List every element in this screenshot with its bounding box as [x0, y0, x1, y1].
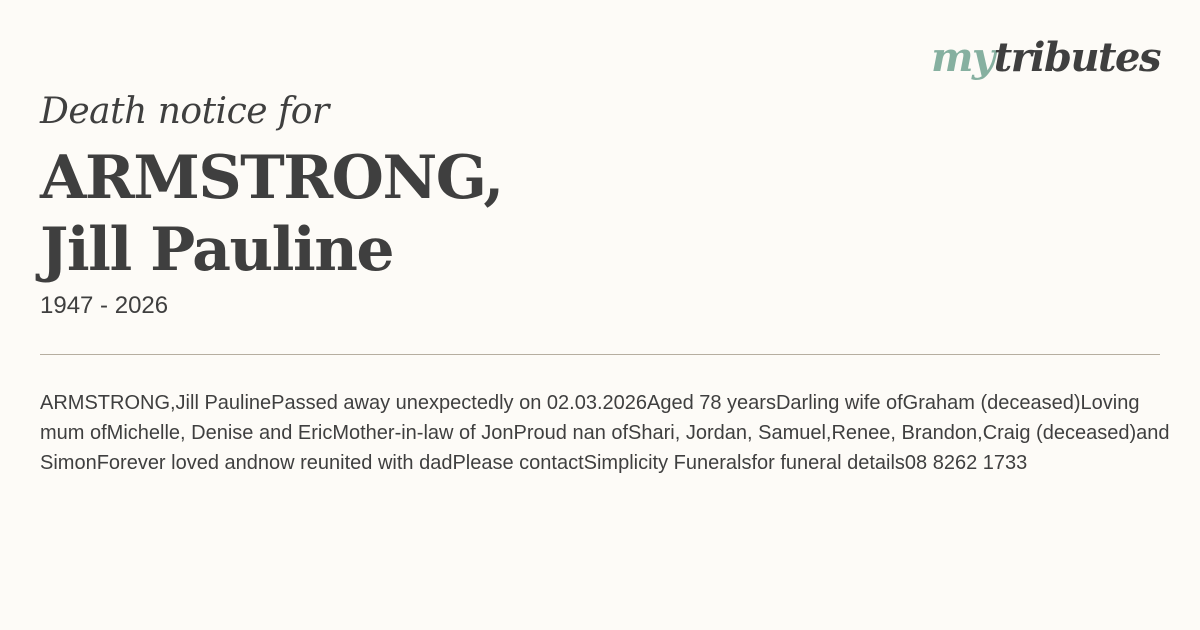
deceased-name	[40, 142, 503, 286]
logo-tributes: tributes	[993, 34, 1160, 81]
deceased-given-names: Jill Pauline	[40, 215, 394, 285]
logo-my: my	[931, 34, 994, 81]
life-years: 1947 - 2026	[40, 292, 169, 319]
deceased-surname: ARMSTRONG,	[40, 143, 503, 213]
notice-subtitle: Death notice for	[40, 91, 329, 132]
notice-body: ARMSTRONG,Jill PaulinePassed away unexpectedly on 02.03.2026Aged 78 yearsDarling wife ofGraham (deceased)Loving mum ofMichelle, Denise and EricMother-in-law of JonProud nan ofShari, Jordan, Samuel,Renee, Brandon,Craig (deceased)and SimonForever loved andnow reunited with dadPlease contactSimplicity Funeralsfor funeral details08 8262 1733	[40, 392, 1170, 474]
mytributes-logo[interactable]	[931, 34, 1160, 81]
divider	[40, 354, 1160, 355]
